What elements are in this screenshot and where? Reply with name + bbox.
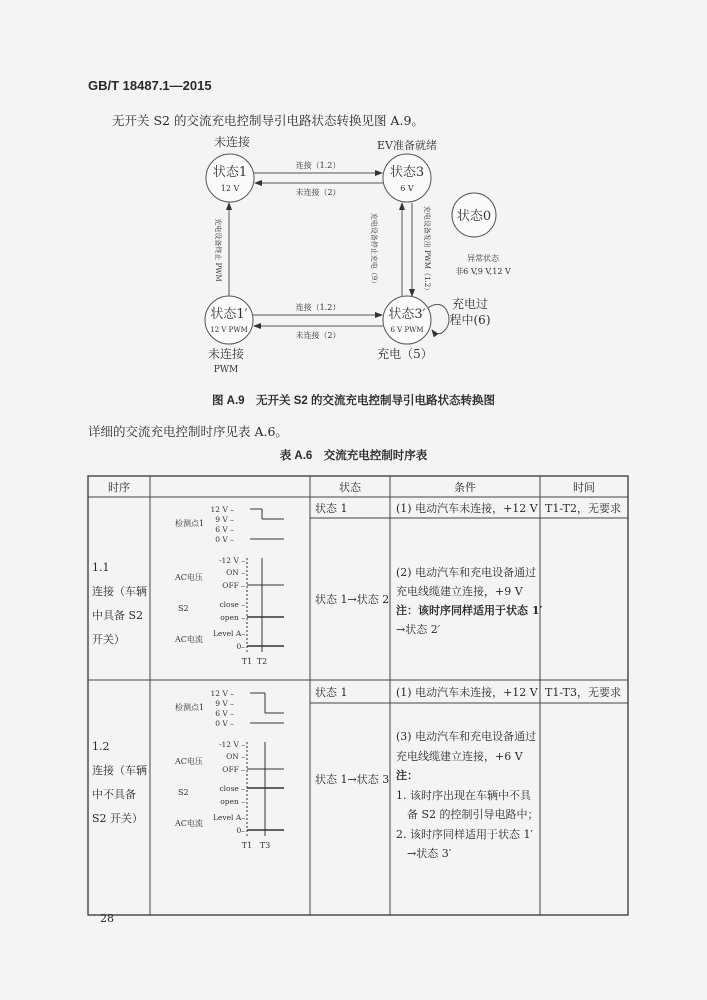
row-1-1-condition-a: (1) 电动汽车未连接，+12 V (396, 502, 538, 515)
ac-level-label: OFF – (222, 581, 245, 590)
state3-name: 状态3 (389, 165, 425, 180)
bottom-forward-label: 连接（1.2） (295, 303, 341, 312)
current-level-label: 0– (236, 642, 245, 651)
s2-level-label: close – (219, 784, 245, 793)
top-forward-label: 连接（1.2） (295, 161, 341, 170)
condition-line: (2) 电动汽车和充电设备通过 (396, 566, 537, 579)
probe-level-label: 9 V – (215, 699, 234, 708)
state1p-name: 状态1′ (210, 307, 248, 322)
self-loop-label-2: 程中(6) (449, 313, 491, 327)
sequence-desc-line: 中具备 S2 (92, 609, 144, 622)
s2-label: S2 (178, 604, 189, 613)
current-level-label: Level A– (212, 813, 245, 822)
right-down-label: 充电设备发出 PWM（1.2） (423, 205, 431, 295)
ac-voltage-label: AC电压 (175, 573, 203, 582)
t1-label: T1 (241, 657, 253, 666)
probe-label: 检测点1 (175, 703, 205, 712)
state1-caption: 未连接 (213, 135, 251, 149)
row-1-1-state-b: 状态 1→状态 2 (315, 593, 390, 606)
condition-line: →状态 3′ (396, 847, 452, 860)
ac-level-label: ON – (226, 568, 245, 577)
s2-level-label: close – (219, 600, 245, 609)
t1-label: T1 (241, 841, 253, 850)
state1-voltage: 12 V (220, 184, 240, 193)
state1-name: 状态1 (212, 165, 248, 180)
condition-line: →状态 2′ (396, 623, 441, 636)
condition-line: 充电线缆建立连接，+9 V (396, 585, 523, 598)
ac-current-label: AC电流 (175, 635, 203, 644)
probe-level-label: 0 V – (215, 535, 234, 544)
current-level-label: Level A– (212, 629, 245, 638)
figure-caption: 图 A.9 无开关 S2 的交流充电控制导引电路状态转换图 (211, 395, 496, 407)
t2-label: T3 (259, 841, 271, 850)
sequence-number: 1.1 (92, 561, 110, 574)
condition-note: 注： (396, 769, 418, 782)
state1p-caption-2: PWM (213, 365, 239, 375)
timing-waveforms (174, 505, 284, 850)
state3p-caption: 充电（5） (377, 347, 433, 361)
state1p-voltage: 12 V PWM (210, 326, 248, 334)
ac-level-label: -12 V – (218, 740, 245, 749)
page-number: 28 (100, 912, 114, 925)
row-1-1-time: T1-T2，无要求 (545, 502, 621, 515)
s2-level-label: open – (220, 613, 245, 622)
condition-line: 2. 该时序同样适用于状态 1′ (396, 827, 533, 841)
header-condition: 条件 (454, 481, 476, 494)
state3p-voltage: 6 V PWM (390, 326, 424, 334)
row-1-1-condition-b (396, 563, 542, 639)
sequence-desc-line: 开关） (92, 633, 125, 646)
probe-level-label: 12 V – (210, 505, 234, 514)
s2-level-label: open – (220, 797, 245, 806)
probe-level-label: 0 V – (215, 719, 234, 728)
probe-label: 检测点1 (175, 519, 205, 528)
row-1-1-state-a: 状态 1 (315, 502, 348, 515)
table-title: 表 A.6 交流充电控制时序表 (279, 450, 428, 462)
table-row-1-2-sequence (92, 735, 147, 831)
s2-label: S2 (178, 788, 189, 797)
current-level-label: 0– (236, 826, 245, 835)
state3p-name: 状态3′ (388, 307, 426, 322)
state0-caption-1: 异常状态 (467, 254, 499, 263)
sequence-number: 1.2 (92, 740, 110, 753)
ac-level-label: ON – (226, 752, 245, 761)
top-back-label: 未连接（2） (295, 188, 341, 197)
probe-level-label: 6 V – (215, 525, 234, 534)
row-1-2-time: T1-T3，无要求 (545, 686, 621, 699)
sequence-desc-line: 连接（车辆 (92, 764, 147, 777)
table-row-1-1-sequence (92, 556, 147, 652)
t2-label: T2 (256, 657, 268, 666)
detail-text: 详细的交流充电控制时序见表 A.6。 (88, 424, 288, 439)
intro-text: 无开关 S2 的交流充电控制导引电路状态转换见图 A.9。 (112, 113, 424, 128)
state0-caption-2: 非6 V,9 V,12 V (455, 267, 511, 276)
condition-line: 1. 该时序出现在车辆中不具 (396, 788, 531, 802)
probe-level-label: 12 V – (210, 689, 234, 698)
ac-level-label: OFF – (222, 765, 245, 774)
row-1-2-condition-b (396, 727, 539, 864)
header-state: 状态 (339, 481, 361, 494)
bottom-back-label: 未连接（2） (295, 331, 341, 340)
state3-voltage: 6 V (400, 184, 414, 193)
row-1-2-state-a: 状态 1 (315, 686, 348, 699)
sequence-desc-line: 中不具备 (92, 788, 136, 801)
header-time: 时间 (573, 481, 595, 494)
sequence-desc-line: S2 开关） (92, 812, 144, 825)
header-sequence: 时序 (108, 481, 130, 494)
ac-current-label: AC电流 (175, 819, 203, 828)
self-loop-label-1: 充电过 (451, 297, 489, 311)
state0-name: 状态0 (456, 209, 492, 224)
standard-number: GB/T 18487.1—2015 (88, 78, 212, 93)
condition-line: 充电线缆建立连接，+6 V (396, 749, 523, 763)
sequence-desc-line: 连接（车辆 (92, 585, 147, 598)
probe-level-label: 9 V – (215, 515, 234, 524)
probe-level-label: 6 V – (215, 709, 234, 718)
condition-line: 备 S2 的控制引导电路中； (396, 808, 539, 821)
ac-level-label: -12 V – (218, 556, 245, 565)
condition-note: 注：该时序同样适用于状态 1′ (396, 604, 543, 617)
row-1-2-state-b: 状态 1→状态 3 (315, 773, 390, 786)
state1p-caption-1: 未连接 (207, 347, 245, 361)
left-up-label: 充电设备终止 PWM (214, 218, 222, 282)
ac-voltage-label: AC电压 (175, 757, 203, 766)
row-1-2-condition-a: (1) 电动汽车未连接，+12 V (396, 686, 538, 699)
middle-up-label: 充电设备停止充电（9） (370, 212, 378, 288)
condition-line: (3) 电动汽车和充电设备通过 (396, 730, 537, 743)
state3-caption: EV准备就绪 (377, 139, 437, 152)
